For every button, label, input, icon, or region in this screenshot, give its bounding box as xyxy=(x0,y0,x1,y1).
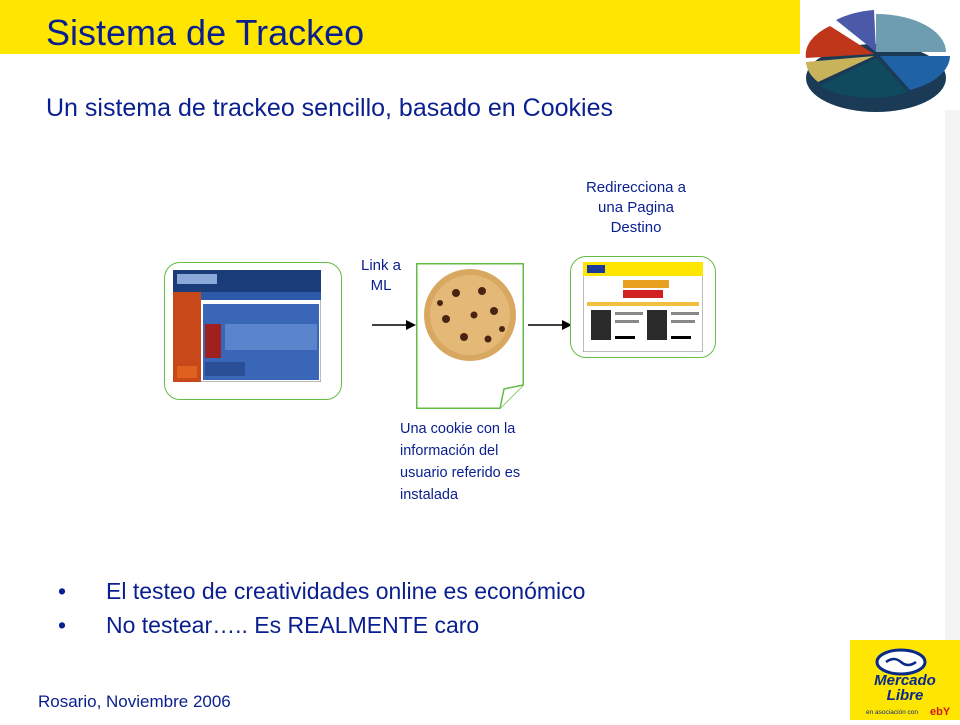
bullet-item xyxy=(58,578,585,612)
cookie-icon xyxy=(416,263,524,409)
logo-text-line2: Libre xyxy=(886,687,924,704)
logo-text-line1: Mercado xyxy=(874,672,936,689)
cookie-caption-line: usuario referido es xyxy=(400,465,521,481)
partner-logo: ebY xyxy=(930,706,951,718)
cookie-caption-line: instalada xyxy=(400,487,459,503)
mercadolibre-logo-icon xyxy=(850,640,960,720)
bullet-symbol: • xyxy=(58,578,67,604)
bullet-symbol: • xyxy=(58,612,67,638)
destination-page-thumbnail xyxy=(583,262,703,352)
redirect-label: Redirecciona a una Pagina Destino xyxy=(585,179,687,236)
bullet-item xyxy=(58,612,585,646)
arrow-right-icon xyxy=(372,318,418,332)
referrer-site-thumbnail xyxy=(173,270,321,382)
cookie-caption-line: Una cookie con la xyxy=(400,421,516,437)
logo-tagline: en asociación con xyxy=(866,709,919,716)
cookie-caption xyxy=(400,418,568,506)
pie-chart-logo-icon xyxy=(790,2,960,118)
arrow-right-icon xyxy=(528,318,574,332)
link-label: Link a ML xyxy=(360,257,402,294)
mercadolibre-logo xyxy=(850,640,960,720)
bullet-text: No testear….. Es REALMENTE caro xyxy=(106,612,480,638)
side-strip xyxy=(945,110,960,640)
bullet-text: El testeo de creatividades online es económico xyxy=(106,578,586,604)
cookie-caption-line: información del xyxy=(400,443,499,459)
subtitle: Un sistema de trackeo sencillo, basado en Cookies xyxy=(46,94,613,122)
slide-title: Sistema de Trackeo xyxy=(46,12,365,53)
footer-text: Rosario, Noviembre 2006 xyxy=(38,692,231,711)
bullet-list xyxy=(58,578,585,646)
